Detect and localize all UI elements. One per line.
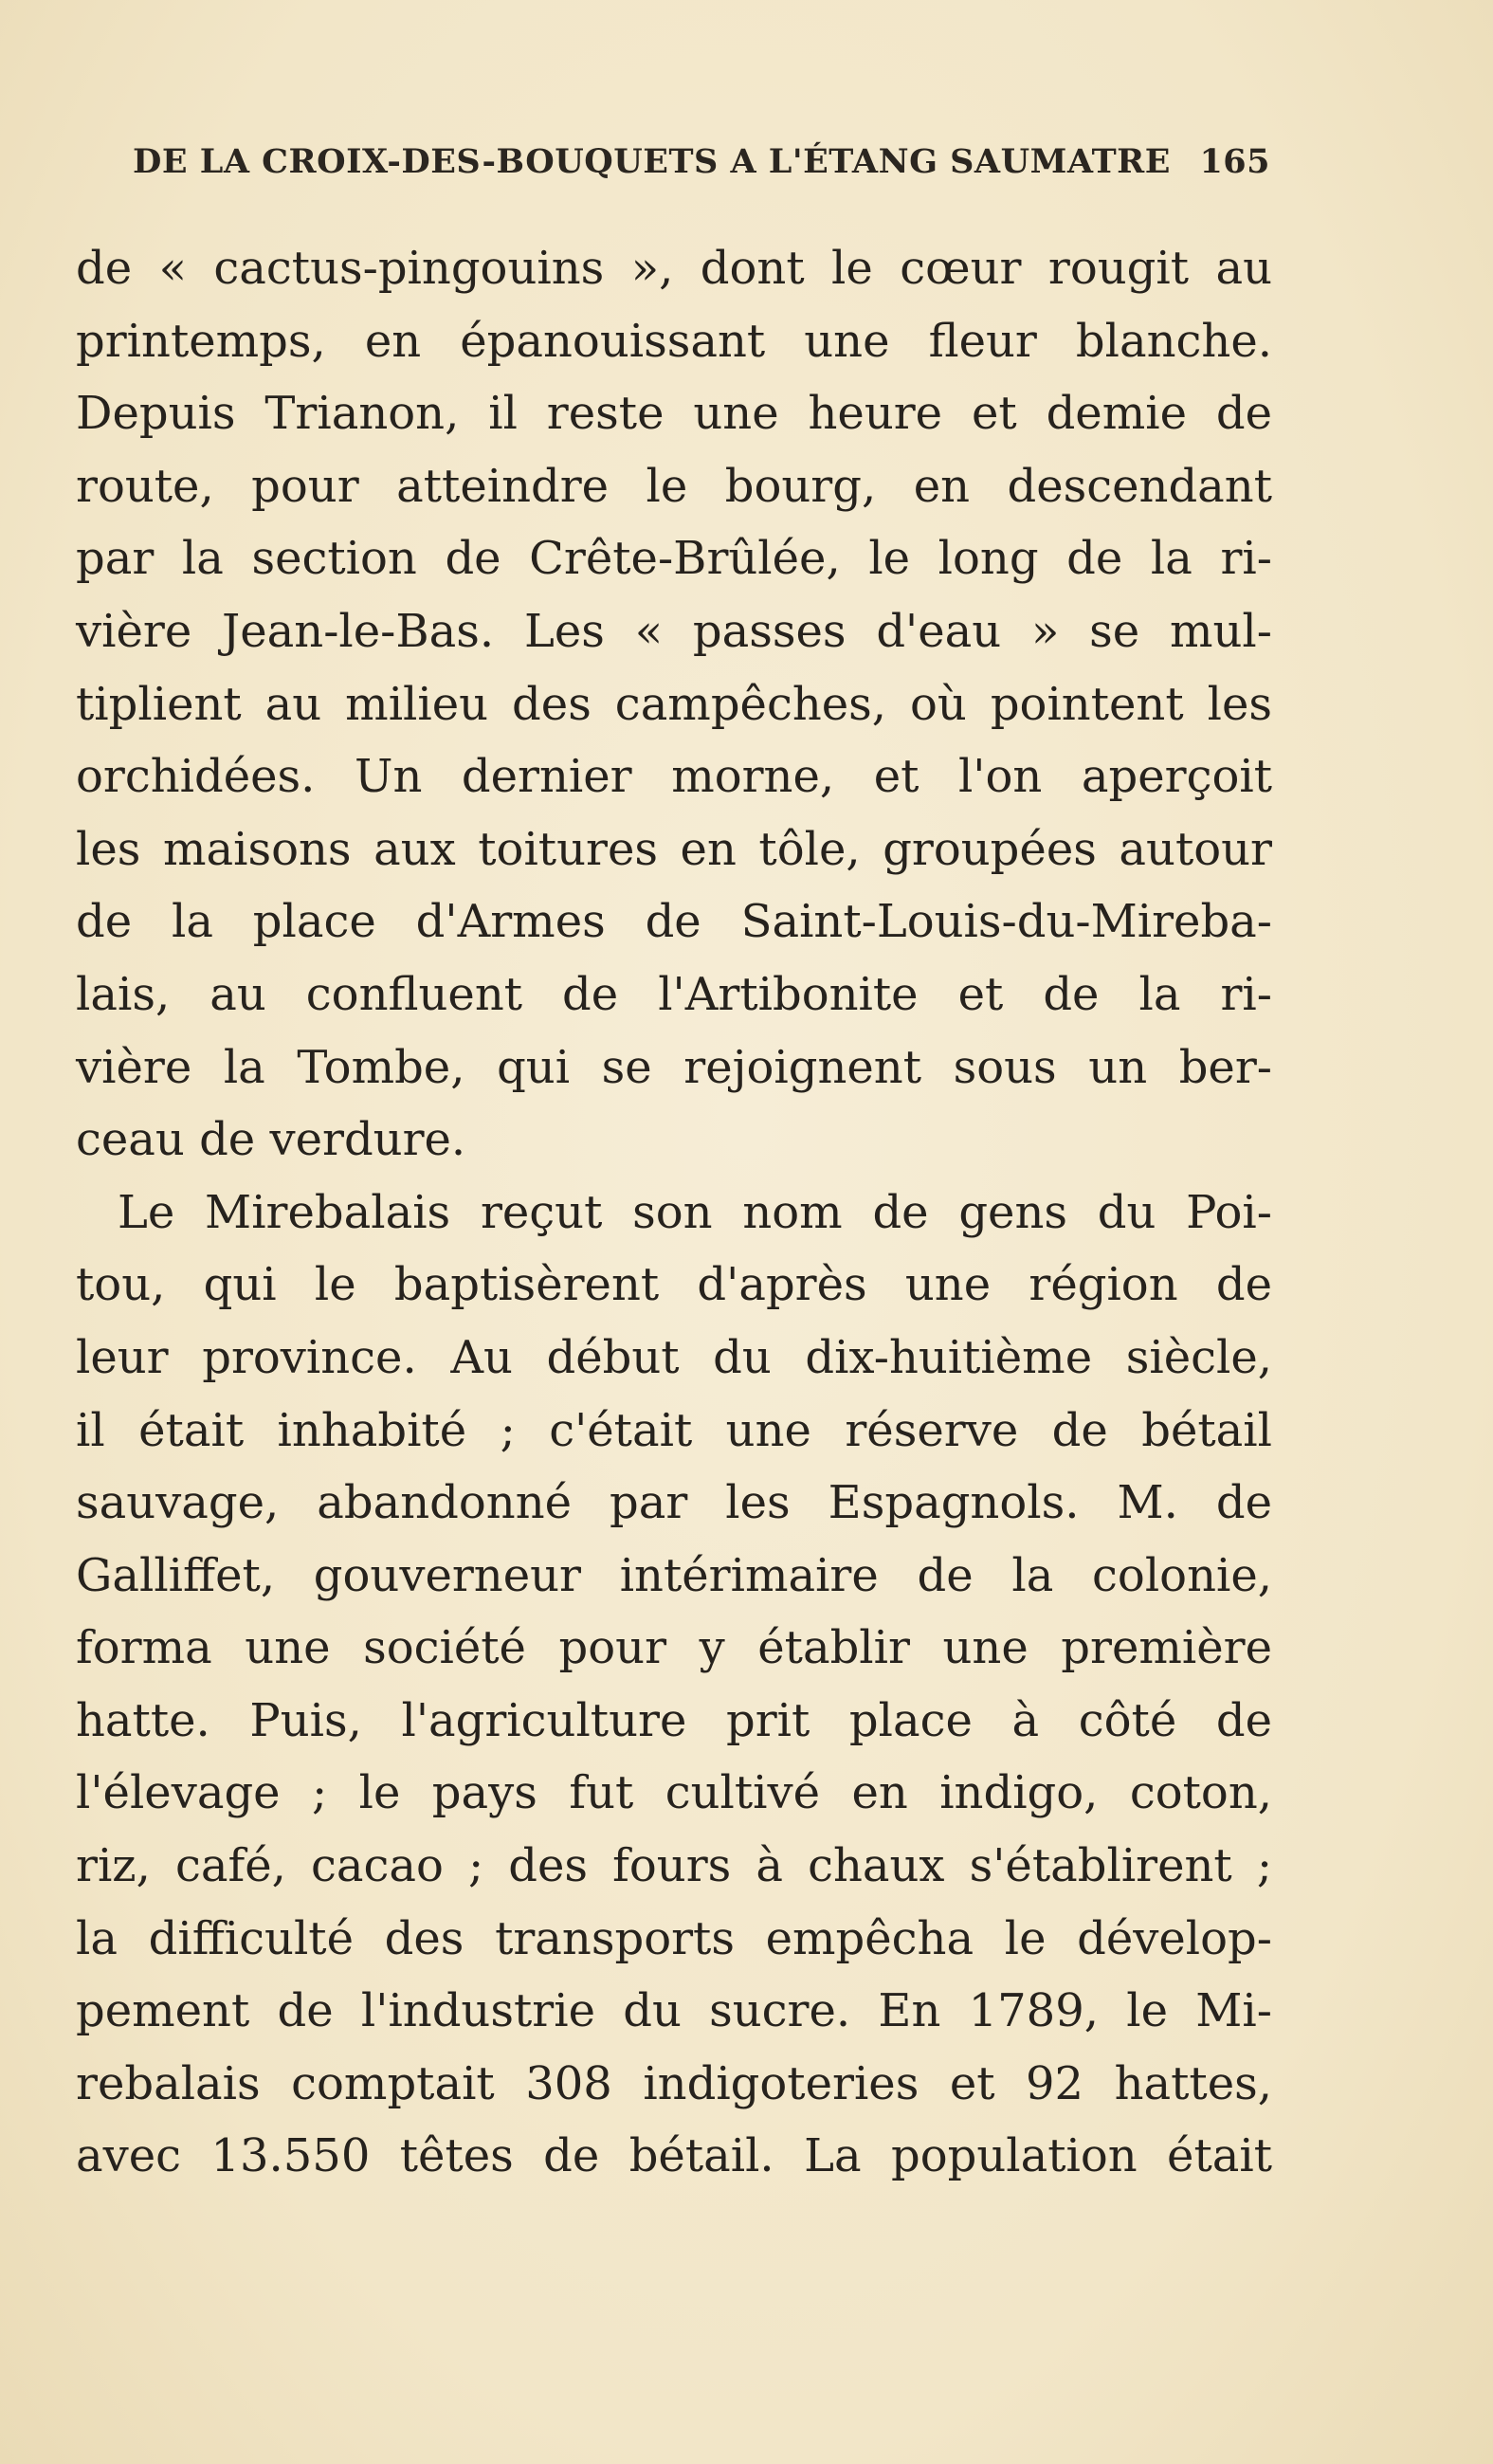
text-line: Le Mirebalais reçut son nom de gens du Poi- [118, 1185, 1272, 1239]
running-title: DE LA CROIX-DES-BOUQUETS A L'ÉTANG SAUMATRE [133, 142, 1171, 181]
text-line: vière la Tombe, qui se rejoignent sous un ber- [76, 1040, 1272, 1094]
text-line: tou, qui le baptisèrent d'après une région de [76, 1258, 1272, 1312]
text-line: par la section de Crête-Brûlée, le long de la ri- [76, 532, 1272, 586]
text-line: forma une société pour y établir une première [76, 1621, 1272, 1675]
text-line: Galliffet, gouverneur intérimaire de la colonie, [76, 1548, 1272, 1602]
paragraph-1 [76, 232, 1272, 1177]
text-line: il était inhabité ; c'était une réserve de bétail [76, 1403, 1272, 1457]
text-line: de la place d'Armes de Saint-Louis-du-Mireba- [76, 895, 1272, 949]
text-line: tiplient au milieu des campêches, où pointent les [76, 677, 1272, 731]
running-header [133, 142, 1270, 190]
text-line: l'élevage ; le pays fut cultivé en indigo, coton, [76, 1766, 1272, 1820]
body-text [76, 232, 1272, 2193]
page-number: 165 [1199, 142, 1270, 181]
text-line: sauvage, abandonné par les Espagnols. M. de [76, 1476, 1272, 1530]
text-line: riz, café, cacao ; des fours à chaux s'établirent ; [76, 1839, 1272, 1893]
text-line: avec 13.550 têtes de bétail. La population était [76, 2129, 1272, 2183]
text-line: ceau de verdure. [76, 1113, 466, 1167]
paragraph-2 [76, 1177, 1272, 2193]
text-line: vière Jean-le-Bas. Les « passes d'eau » se mul- [76, 604, 1272, 658]
text-line: hatte. Puis, l'agriculture prit place à côté de [76, 1693, 1272, 1747]
text-line: rebalais comptait 308 indigoteries et 92 hattes, [76, 2056, 1272, 2110]
text-line: pement de l'industrie du sucre. En 1789, le Mi- [76, 1984, 1272, 2038]
text-line: Depuis Trianon, il reste une heure et demie de [76, 387, 1272, 441]
text-line: route, pour atteindre le bourg, en descendant [76, 459, 1272, 513]
text-line: leur province. Au début du dix-huitième siècle, [76, 1330, 1272, 1384]
text-line: la difficulté des transports empêcha le dévelop- [76, 1911, 1272, 1965]
text-line: de « cactus-pingouins », dont le cœur rougit au [76, 242, 1272, 295]
text-line: printemps, en épanouissant une fleur blanche. [76, 314, 1272, 368]
text-line: les maisons aux toitures en tôle, groupées autour [76, 822, 1272, 876]
text-line: lais, au confluent de l'Artibonite et de la ri- [76, 967, 1272, 1021]
text-line: orchidées. Un dernier morne, et l'on aperçoit [76, 750, 1272, 804]
